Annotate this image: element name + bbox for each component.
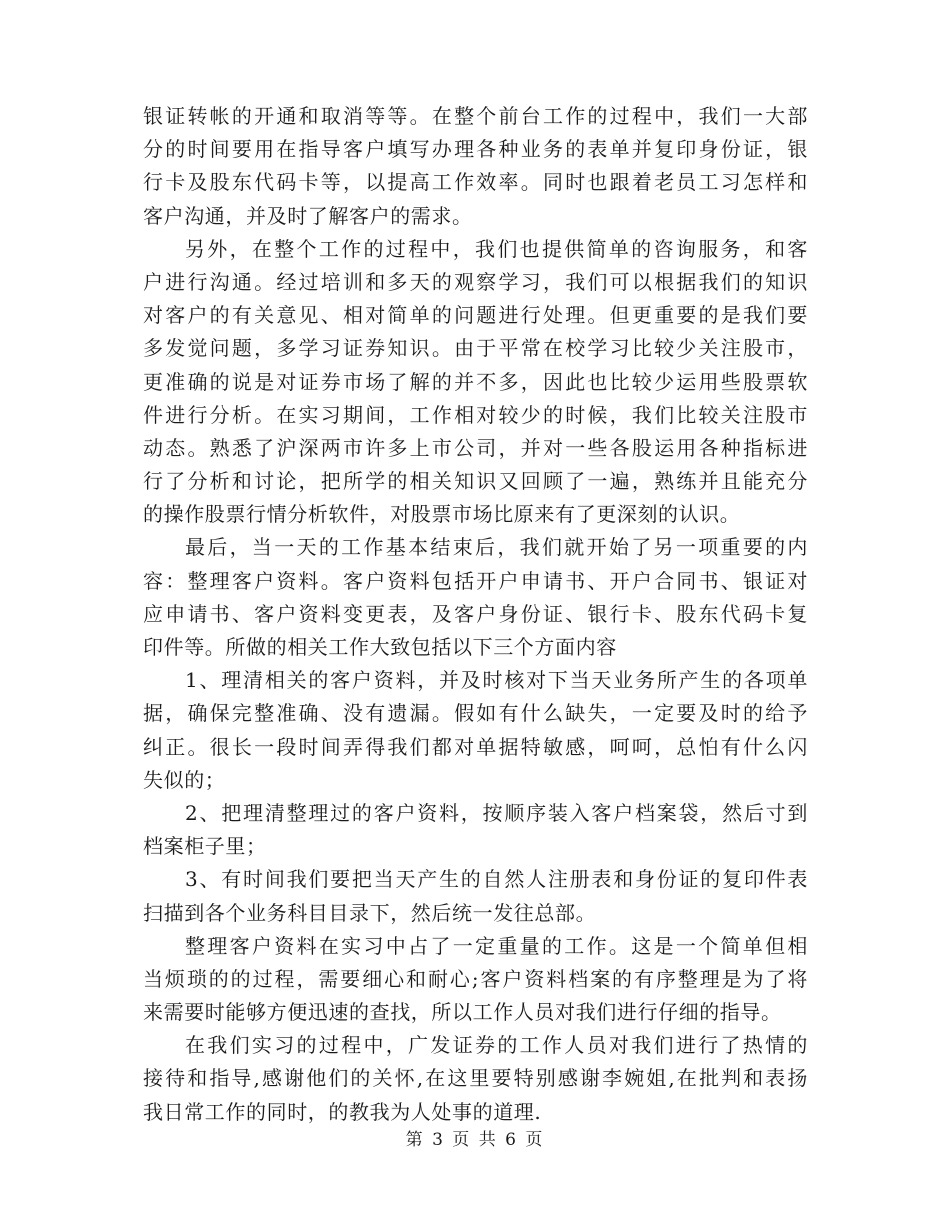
paragraph-line: 动态。熟悉了沪深两市许多上市公司，并对一些各股运用各种指标进	[143, 435, 808, 460]
paragraph-line: 扫描到各个业务科目目录下，然后统一发往总部。	[143, 900, 597, 925]
paragraph-line: 接待和指导,感谢他们的关怀,在这里要特别感谢李婉姐,在批判和表扬	[143, 1066, 808, 1091]
paragraph-line: 来需要时能够方便迅速的查找，所以工作人员对我们进行仔细的指导。	[143, 1000, 782, 1025]
paragraph	[143, 930, 808, 1030]
paragraph-line: 2、把理清整理过的客户资料，按顺序装入客户档案袋，然后寸到	[185, 800, 808, 825]
paragraph	[143, 1029, 808, 1129]
paragraph-line: 更准确的说是对证券市场了解的并不多，因此也比较少运用些股票软	[143, 369, 808, 394]
paragraph-line: 在我们实习的过程中，广发证券的工作人员对我们进行了热情的	[185, 1033, 808, 1058]
paragraph-line: 印件等。所做的相关工作大致包括以下三个方面内容	[143, 635, 617, 659]
paragraph-line: 当烦琐的的过程，需要细心和耐心;客户资料档案的有序整理是为了将	[143, 966, 808, 991]
document-body	[143, 100, 808, 1129]
paragraph-line: 档案柜子里；	[143, 834, 267, 859]
paragraph-line: 行卡及股东代码卡等，以提高工作效率。同时也跟着老员工习怎样和	[143, 170, 808, 195]
paragraph	[143, 797, 808, 863]
paragraph-line: 户进行沟通。经过培训和多天的观察学习，我们可以根据我们的知识	[143, 269, 808, 294]
paragraph-line: 最后，当一天的工作基本结束后，我们就开始了另一项重要的内	[185, 535, 808, 560]
paragraph-line: 银证转帐的开通和取消等等。在整个前台工作的过程中，我们一大部	[143, 104, 808, 128]
paragraph	[143, 863, 808, 929]
paragraph	[143, 100, 808, 233]
paragraph-line: 行了分析和讨论，把所学的相关知识又回顾了一遍，熟练并且能充分	[143, 469, 808, 494]
paragraph-line: 我日常工作的同时，的教我为人处事的道理.	[143, 1099, 542, 1124]
paragraph-line: 件进行分析。在实习期间，工作相对较少的时候，我们比较关注股市	[143, 402, 808, 427]
paragraph-line: 另外，在整个工作的过程中，我们也提供简单的咨询服务，和客	[185, 236, 808, 261]
paragraph-line: 失似的；	[143, 767, 226, 792]
paragraph	[143, 664, 808, 797]
paragraph-line: 分的时间要用在指导客户填写办理各种业务的表单并复印身份证，银	[143, 137, 808, 162]
paragraph-line: 整理客户资料在实习中占了一定重量的工作。这是一个简单但相	[185, 933, 808, 958]
page-footer: 第 3 页 共 6 页	[405, 1130, 545, 1150]
paragraph	[143, 233, 808, 532]
paragraph-line: 容：整理客户资料。客户资料包括开户申请书、开户合同书、银证对	[143, 568, 808, 593]
paragraph-line: 客户沟通，并及时了解客户的需求。	[143, 203, 473, 228]
paragraph-line: 对客户的有关意见、相对简单的问题进行处理。但更重要的是我们要	[143, 303, 808, 328]
paragraph	[143, 531, 808, 664]
paragraph-line: 纠正。很长一段时间弄得我们都对单据特敏感，呵呵，总怕有什么闪	[143, 734, 808, 759]
paragraph-line: 应申请书、客户资料变更表，及客户身份证、银行卡、股东代码卡复	[143, 601, 808, 626]
paragraph-line: 的操作股票行情分析软件，对股票市场比原来有了更深刻的认识。	[143, 502, 741, 527]
paragraph-line: 据，确保完整准确、没有遗漏。假如有什么缺失，一定要及时的给予	[143, 701, 808, 726]
paragraph-line: 3、有时间我们要把当天产生的自然人注册表和身份证的复印件表	[185, 867, 808, 892]
paragraph-line: 多发觉问题，多学习证券知识。由于平常在校学习比较少关注股市，	[143, 336, 808, 361]
paragraph-line: 1、理清相关的客户资料，并及时核对下当天业务所产生的各项单	[185, 668, 808, 693]
